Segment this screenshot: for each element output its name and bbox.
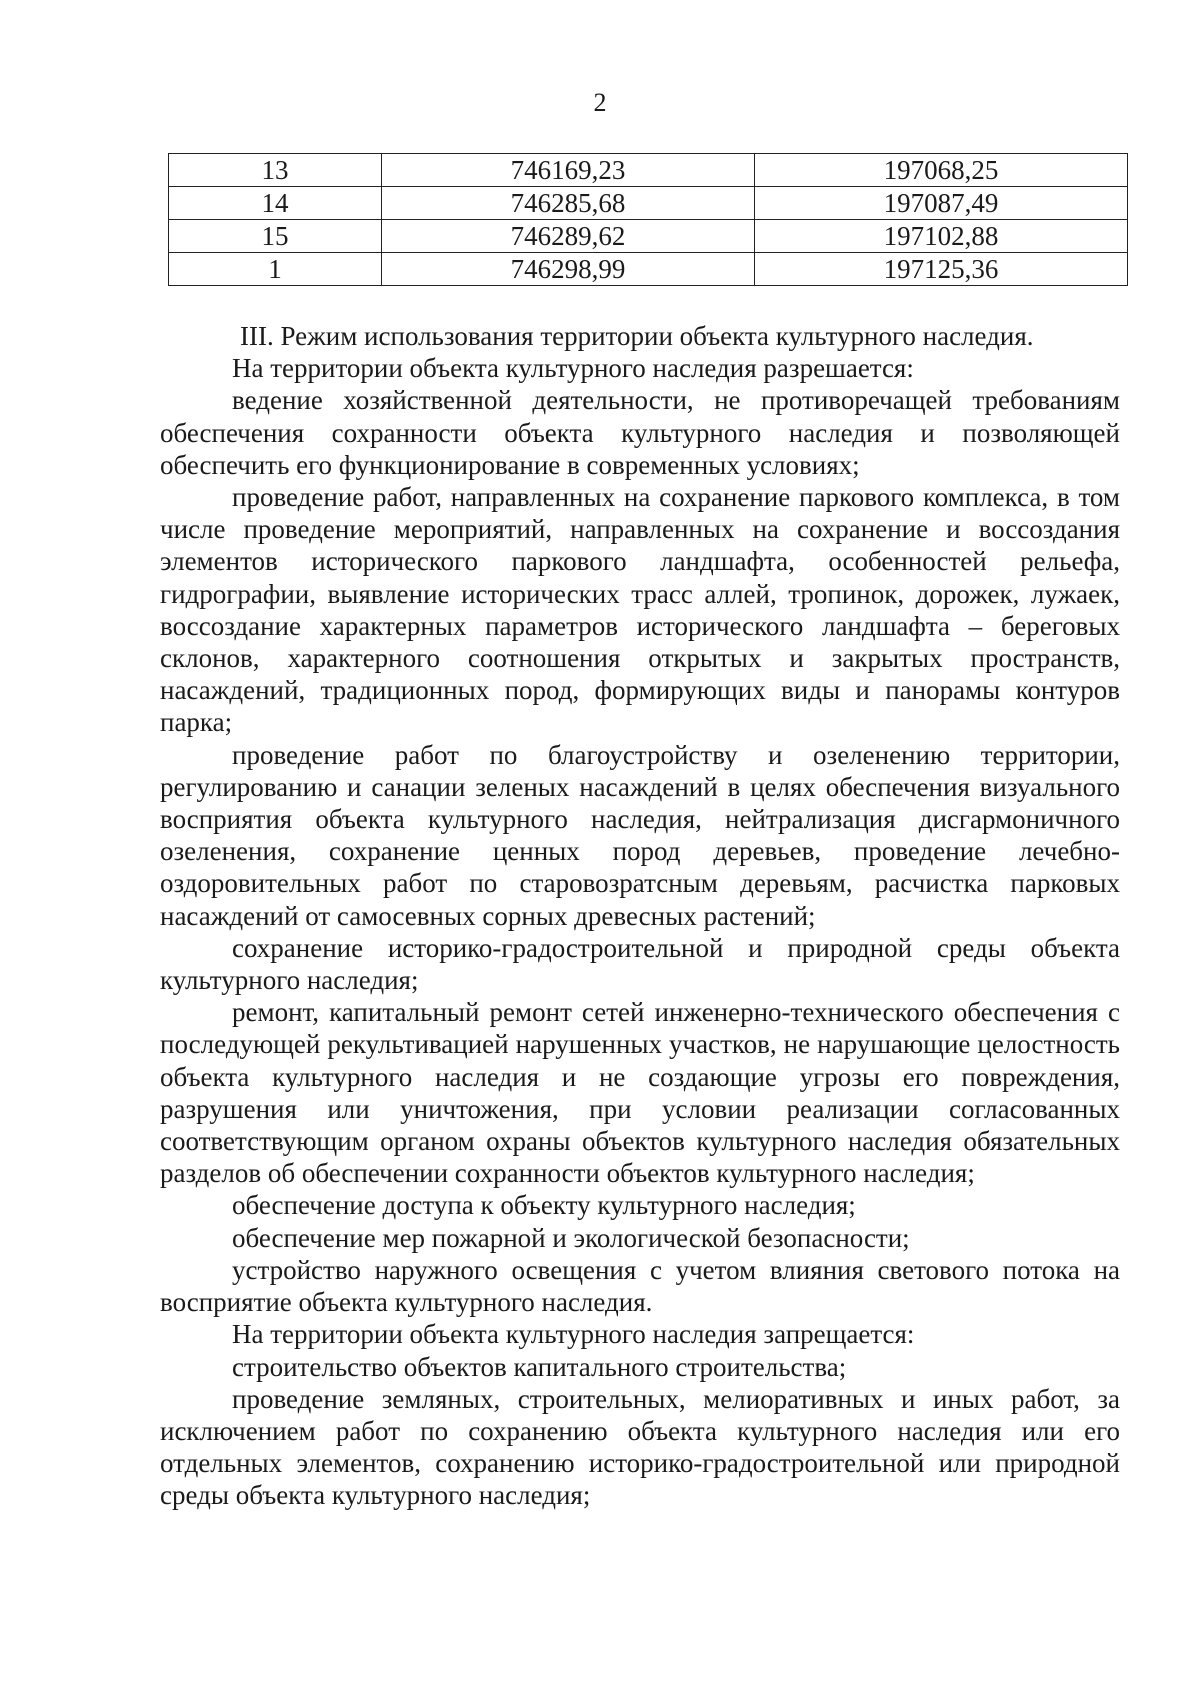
x-coordinate-cell: 746285,68 (382, 187, 755, 220)
point-number-cell: 14 (169, 187, 382, 220)
x-coordinate-cell: 746169,23 (382, 154, 755, 187)
paragraph: устройство наружного освещения с учетом влияния светового потока на восприятие объекта культурного наследия. (160, 1254, 1120, 1318)
paragraph: строительство объектов капитального строительства; (232, 1351, 847, 1382)
paragraph: проведение работ, направленных на сохранение паркового комплекса, в том числе проведение мероприятий, направленных на сохранение и воссоздания элементов исторического паркового ландшафта, особенностей рельефа, гидрографии, выявление исторических трасс аллей, тропинок, дорожек, лужаек, воссоздание характерных параметров исторического ландшафта – береговых склонов, характерного соотношения открытых и закрытых пространств, насаждений, традиционных пород, формирующих виды и панорамы контуров парка; (160, 482, 1120, 738)
document-body (160, 320, 1120, 1512)
paragraph: На территории объекта культурного наследия запрещается: (232, 1319, 915, 1350)
paragraph: На территории объекта культурного наследия разрешается: (232, 353, 914, 384)
table-row (169, 154, 1128, 187)
paragraph: проведение работ по благоустройству и озеленению территории, регулированию и санации зеленых насаждений в целях обеспечения визуального восприятия объекта культурного наследия, нейтрализация дисгармоничного озеленения, сохранение ценных пород деревьев, проведение лечебно-оздоровительных работ по старовозратсным деревьям, расчистка парковых насаждений от самосевных сорных древесных растений; (160, 739, 1120, 931)
y-coordinate-cell: 197125,36 (755, 253, 1128, 286)
x-coordinate-cell: 746298,99 (382, 253, 755, 286)
table-row (169, 187, 1128, 220)
point-number-cell: 13 (169, 154, 382, 187)
section-heading: III. Режим использования территории объекта культурного наследия. (240, 321, 1034, 351)
y-coordinate-cell: 197102,88 (755, 220, 1128, 253)
y-coordinate-cell: 197087,49 (755, 187, 1128, 220)
table-row (169, 253, 1128, 286)
table-row (169, 220, 1128, 253)
paragraph: ремонт, капитальный ремонт сетей инженерно-технического обеспечения с последующей рекультивацией нарушенных участков, не нарушающие целостность объекта культурного наследия и не создающие угрозы его повреждения, разрушения или уничтожения, при условии реализации согласованных соответствующим органом охраны объектов культурного наследия обязательных разделов об обеспечении сохранности объектов культурного наследия; (160, 997, 1120, 1189)
paragraph: обеспечение мер пожарной и экологической безопасности; (232, 1222, 910, 1253)
y-coordinate-cell: 197068,25 (755, 154, 1128, 187)
x-coordinate-cell: 746289,62 (382, 220, 755, 253)
coordinates-table (168, 153, 1128, 286)
point-number-cell: 1 (169, 253, 382, 286)
paragraph: ведение хозяйственной деятельности, не противоречащей требованиям обеспечения сохранности объекта культурного наследия и позволяющей обеспечить его функционирование в современных условиях; (160, 385, 1120, 480)
paragraph: проведение земляных, строительных, мелиоративных и иных работ, за исключением работ по сохранению объекта культурного наследия или его отдельных элементов, сохранению историко-градостроительной или природной среды объекта культурного наследия; (160, 1383, 1120, 1511)
paragraph: обеспечение доступа к объекту культурного наследия; (232, 1190, 856, 1221)
paragraph: сохранение историко-градостроительной и природной среды объекта культурного наследия; (160, 932, 1120, 996)
point-number-cell: 15 (169, 220, 382, 253)
page-number: 2 (593, 88, 607, 117)
